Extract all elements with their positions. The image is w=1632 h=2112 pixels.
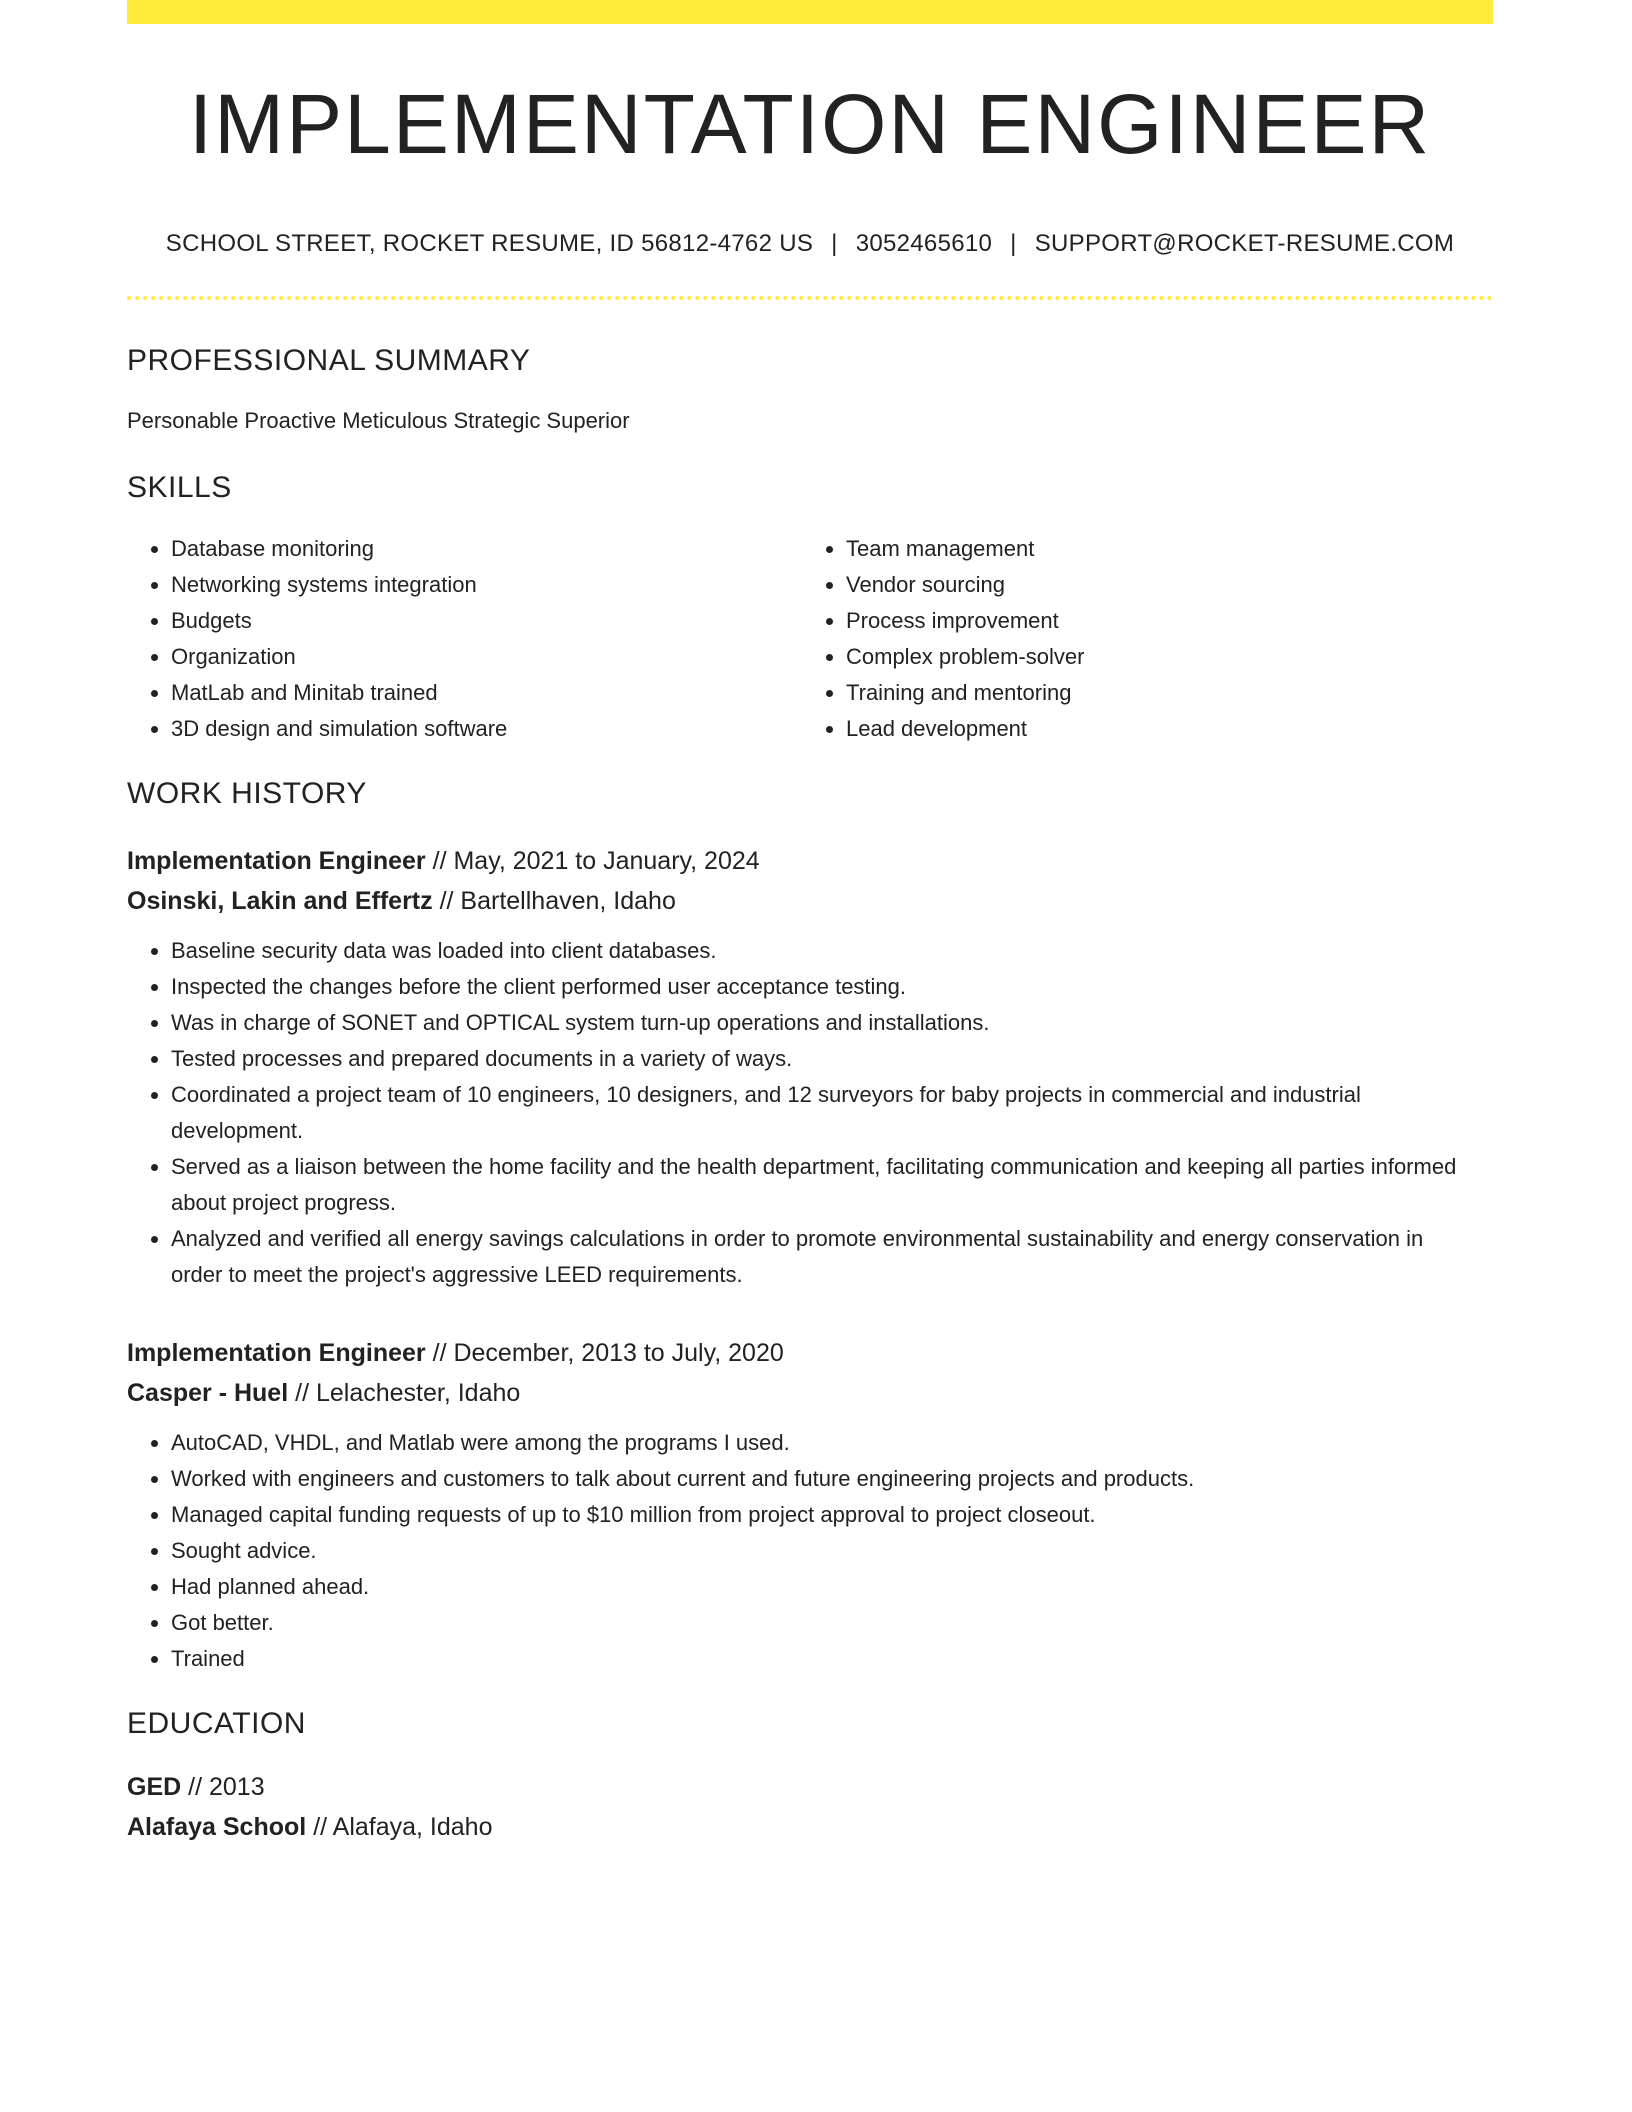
job-role-line <box>127 1333 1493 1373</box>
job-bullet: • Trained <box>171 1641 1471 1677</box>
skill-item: • Training and mentoring <box>846 675 1476 711</box>
job-bullet: • Worked with engineers and customers to talk about current and future engineering projects and products. <box>171 1461 1471 1497</box>
accent-top-bar <box>127 0 1493 24</box>
job-location: // Lelachester, Idaho <box>295 1378 521 1407</box>
skill-item: • Networking systems integration <box>171 567 801 603</box>
job-bullet: • Tested processes and prepared documents in a variety of ways. <box>171 1041 1471 1077</box>
education-entry <box>127 1767 1493 1847</box>
job-role: Implementation Engineer <box>127 1338 426 1367</box>
education-degree-line <box>127 1767 1493 1807</box>
job-bullet: • Baseline security data was loaded into client databases. <box>171 933 1471 969</box>
dotted-divider <box>127 296 1493 300</box>
job-company: Casper - Huel <box>127 1378 289 1407</box>
skills-heading: SKILLS <box>127 470 232 504</box>
education-year: // 2013 <box>188 1772 265 1801</box>
work-history-heading: WORK HISTORY <box>127 776 367 810</box>
job-bullet: • Served as a liaison between the home facility and the health department, facilitating communication and keeping all parties informed about project progress. <box>171 1149 1471 1221</box>
job-bullet: • Managed capital funding requests of up to $10 million from project approval to project closeout. <box>171 1497 1471 1533</box>
job-bullets <box>127 933 1471 1293</box>
skills-column-right <box>801 531 1476 747</box>
job-bullets <box>127 1425 1471 1677</box>
skill-item: • Database monitoring <box>171 531 801 567</box>
education-school: Alafaya School <box>127 1812 307 1841</box>
education-heading: EDUCATION <box>127 1706 306 1740</box>
job-bullet: • Inspected the changes before the client performed user acceptance testing. <box>171 969 1471 1005</box>
job-bullet: • Analyzed and verified all energy savings calculations in order to promote environmental sustainability and energy conservation in order to meet the project's aggressive LEED requirements. <box>171 1221 1471 1293</box>
job-entry <box>127 841 1493 1293</box>
job-company: Osinski, Lakin and Effertz <box>127 886 433 915</box>
job-entry <box>127 1333 1493 1677</box>
skill-item: • Budgets <box>171 603 801 639</box>
job-company-line <box>127 881 1493 921</box>
job-bullet: • Had planned ahead. <box>171 1569 1471 1605</box>
summary-heading: PROFESSIONAL SUMMARY <box>127 344 531 377</box>
job-bullet: • AutoCAD, VHDL, and Matlab were among the programs I used. <box>171 1425 1471 1461</box>
job-role-line <box>127 841 1493 881</box>
job-dates: // May, 2021 to January, 2024 <box>432 846 760 875</box>
resume-title: IMPLEMENTATION ENGINEER <box>188 77 1432 171</box>
skill-item: • Organization <box>171 639 801 675</box>
job-dates: // December, 2013 to July, 2020 <box>432 1338 784 1367</box>
resume-page <box>127 0 1493 1847</box>
skill-item: • Vendor sourcing <box>846 567 1476 603</box>
job-company-line <box>127 1373 1493 1413</box>
job-bullet: • Was in charge of SONET and OPTICAL system turn-up operations and installations. <box>171 1005 1471 1041</box>
skills-list <box>127 531 1493 747</box>
skill-item: • Team management <box>846 531 1476 567</box>
skills-column-left <box>127 531 801 747</box>
skill-item: • 3D design and simulation software <box>171 711 801 747</box>
job-bullet: • Got better. <box>171 1605 1471 1641</box>
job-bullet: • Coordinated a project team of 10 engineers, 10 designers, and 12 surveyors for baby projects in commercial and industrial development. <box>171 1077 1471 1149</box>
education-school-line <box>127 1807 1493 1847</box>
contact-email: SUPPORT@ROCKET-RESUME.COM <box>1034 230 1455 257</box>
contact-separator: | <box>1010 230 1017 257</box>
contact-phone: 3052465610 <box>855 230 993 257</box>
job-bullet: • Sought advice. <box>171 1533 1471 1569</box>
contact-line <box>127 230 1493 258</box>
education-degree: GED <box>127 1772 182 1801</box>
job-role: Implementation Engineer <box>127 846 426 875</box>
summary-text: Personable Proactive Meticulous Strategic Superior <box>127 408 630 433</box>
contact-separator: | <box>831 230 838 257</box>
contact-address: SCHOOL STREET, ROCKET RESUME, ID 56812-4762 US <box>165 230 814 257</box>
skill-item: • MatLab and Minitab trained <box>171 675 801 711</box>
education-location: // Alafaya, Idaho <box>313 1812 493 1841</box>
skill-item: • Complex problem-solver <box>846 639 1476 675</box>
skill-item: • Process improvement <box>846 603 1476 639</box>
job-location: // Bartellhaven, Idaho <box>439 886 676 915</box>
skill-item: • Lead development <box>846 711 1476 747</box>
